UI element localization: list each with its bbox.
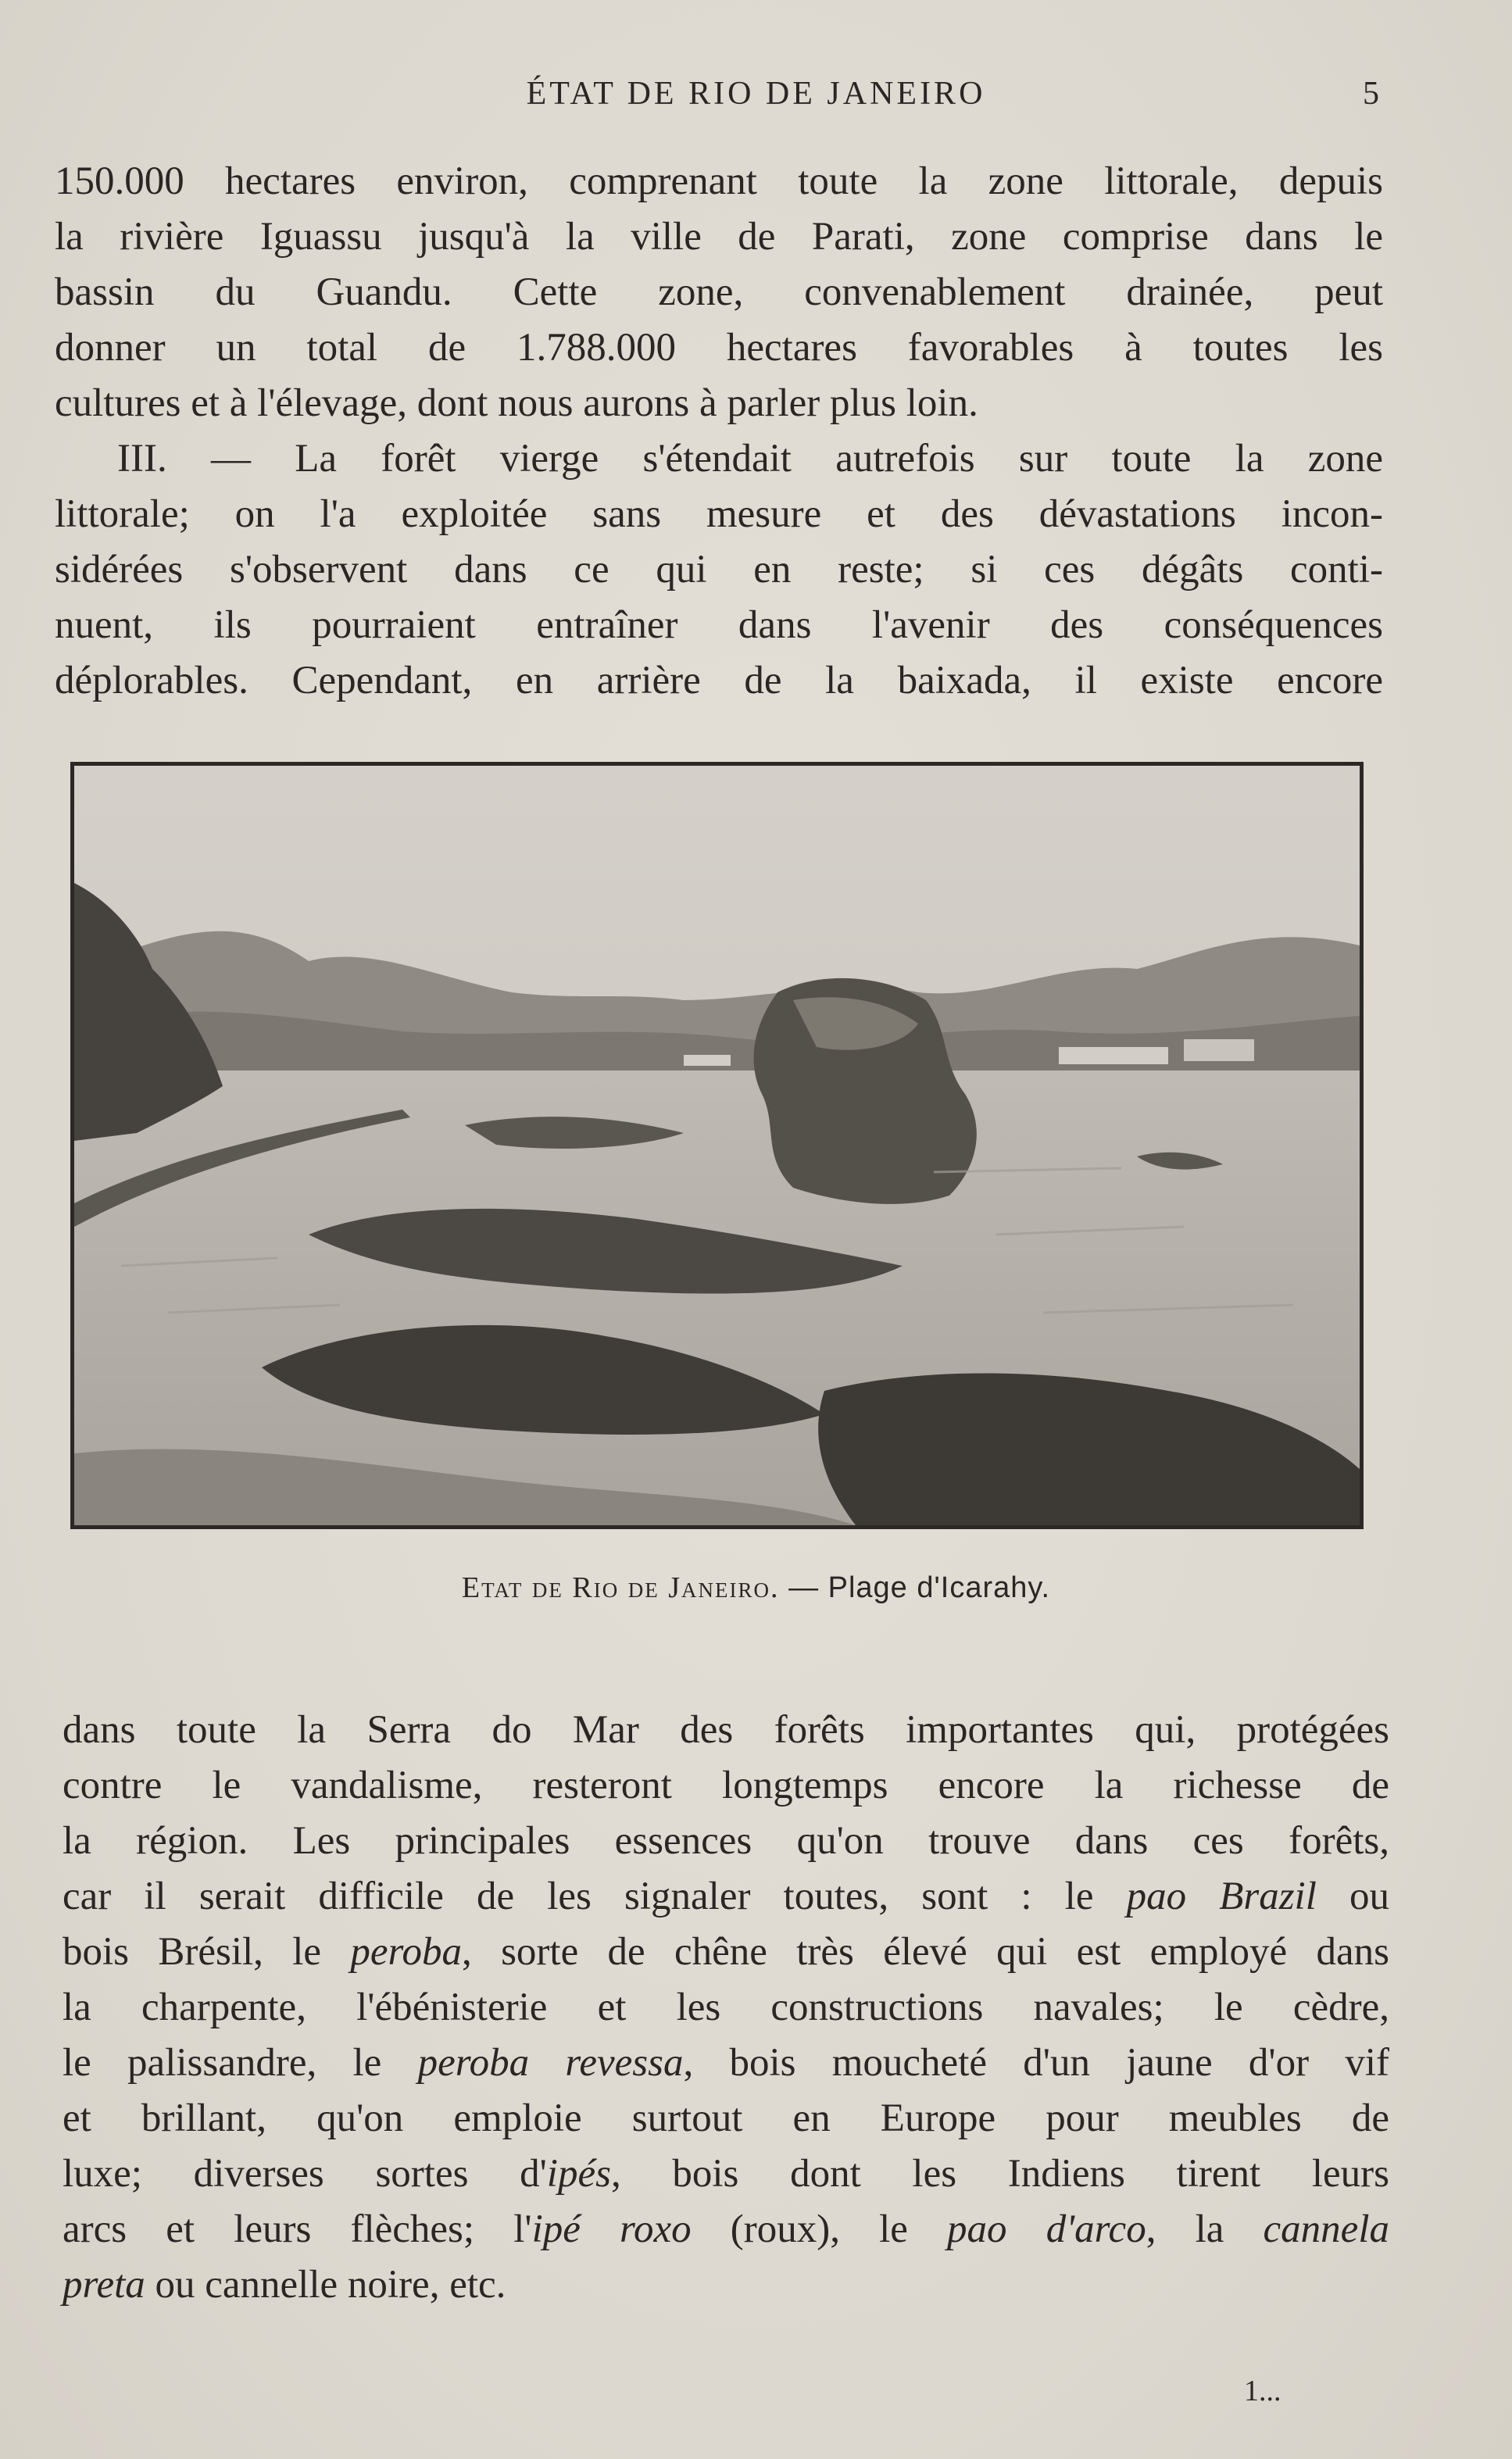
text-run: le palissandre, le: [63, 2041, 418, 2085]
italic-term: cannela: [1263, 2207, 1389, 2251]
text-run: , la: [1146, 2207, 1264, 2251]
text-run: ou cannelle noire, etc.: [145, 2263, 506, 2307]
text-line: [63, 2202, 1389, 2257]
text-line: sidérées s'observent dans ce qui en reste; si ces dégâts conti-: [55, 548, 1383, 592]
text-line: bassin du Guandu. Cette zone, convenablement drainée, peut: [55, 270, 1383, 314]
text-line: la région. Les principales essences qu'on trouve dans ces forêts,: [63, 1819, 1389, 1863]
text-line: III. — La forêt vierge s'étendait autrefois sur toute la zone: [117, 437, 1383, 481]
text-run: arcs et leurs flèches; l': [63, 2207, 532, 2251]
text-line: [63, 2257, 1389, 2313]
text-line: donner un total de 1.788.000 hectares favorables à toutes les: [55, 326, 1383, 370]
text-line: contre le vandalisme, resteront longtemps encore la richesse de: [63, 1764, 1389, 1807]
paragraph-top: [55, 154, 1383, 709]
text-line: littorale; on l'a exploitée sans mesure et des dévastations incon-: [55, 492, 1383, 536]
caption-dash: —: [788, 1571, 820, 1604]
text-line: nuent, ils pourraient entraîner dans l'avenir des conséquences: [55, 603, 1383, 647]
text-line: la charpente, l'ébénisterie et les constructions navales; le cèdre,: [63, 1985, 1389, 2029]
text-run: , bois moucheté d'un jaune d'or vif: [683, 2041, 1389, 2085]
text-run: (roux), le: [691, 2207, 948, 2251]
italic-term: ipé roxo: [531, 2207, 692, 2251]
running-head: [0, 75, 1512, 122]
text-line: [63, 1869, 1389, 1925]
paragraph-bottom: [63, 1703, 1389, 2313]
italic-term: ipés: [546, 2152, 611, 2196]
italic-term: preta: [63, 2263, 145, 2307]
italic-term: peroba revessa: [417, 2041, 684, 2085]
text-line: 150.000 hectares environ, comprenant toute la zone littorale, depuis: [55, 159, 1383, 203]
text-run: luxe; diverses sortes d': [63, 2152, 547, 2196]
text-line: déplorables. Cependant, en arrière de la baixada, il existe encore: [55, 659, 1383, 702]
text-line: [63, 2035, 1389, 2091]
beach-photograph: [70, 762, 1364, 1529]
italic-term: peroba: [350, 1930, 462, 1974]
photo-illustration: [74, 766, 1360, 1525]
italic-term: pao Brazil: [1126, 1875, 1317, 1918]
text-line: cultures et à l'élevage, dont nous aurons à parler plus loin.: [55, 381, 978, 425]
text-line: et brillant, qu'on emploie surtout en Europe pour meubles de: [63, 2096, 1389, 2140]
page-number: 5: [1363, 76, 1379, 112]
signature-mark: 1...: [1244, 2375, 1281, 2407]
text-run: , bois dont les Indiens tirent leurs: [610, 2152, 1389, 2196]
text-run: car il serait difficile de les signaler toutes, sont : le: [63, 1875, 1127, 1918]
text-line: la rivière Iguassu jusqu'à la ville de Parati, zone comprise dans le: [55, 215, 1383, 259]
figure-caption: [0, 1571, 1512, 1605]
italic-term: pao d'arco: [947, 2207, 1146, 2251]
caption-title: Plage d'Icarahy.: [827, 1571, 1051, 1604]
text-line: [63, 2146, 1389, 2202]
text-line: [63, 1925, 1389, 1980]
text-run: ou: [1316, 1875, 1390, 1918]
text-run: , sorte de chêne très élevé qui est employé dans: [461, 1930, 1389, 1974]
running-title: ÉTAT DE RIO DE JANEIRO: [526, 76, 986, 112]
text-run: bois Brésil, le: [63, 1930, 351, 1974]
text-line: dans toute la Serra do Mar des forêts importantes qui, protégées: [63, 1708, 1389, 1752]
caption-location: Etat de Rio de Janeiro.: [461, 1571, 780, 1604]
